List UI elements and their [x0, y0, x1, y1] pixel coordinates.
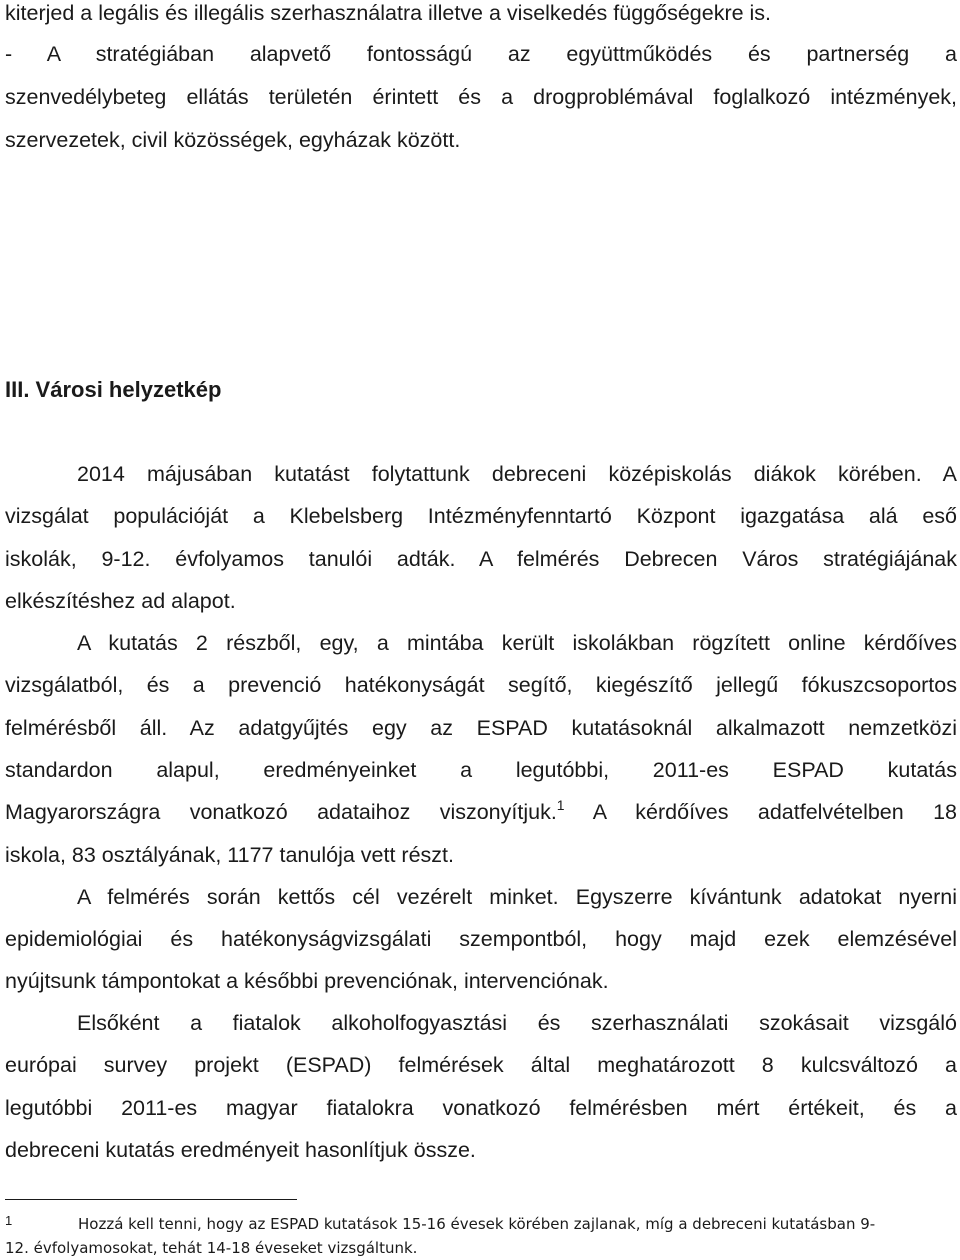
footnote-text-line: 12. évfolyamosokat, tehát 14-18 éveseket vizsgáltunk.: [5, 1239, 418, 1257]
text-line: iskolák, 9-12. évfolyamos tanulói adták. A felmérés Debrecen Város stratégiájának: [5, 547, 957, 571]
text-line: kiterjed a legális és illegális szerhasználatra illetve a viselkedés függőségekre is.: [5, 1, 772, 25]
section-heading: III. Városi helyzetkép: [5, 377, 222, 402]
text-line: debreceni kutatás eredményeit hasonlítjuk össze.: [5, 1138, 476, 1162]
text-line: iskola, 83 osztályának, 1177 tanulója vett részt.: [5, 843, 454, 867]
text-line: 2014 májusában kutatást folytattunk debreceni középiskolás diákok körében. A: [77, 462, 957, 486]
text-segment: Magyarországra vonatkozó adataihoz viszonyítjuk.: [5, 800, 557, 824]
footnote-reference: 1: [556, 797, 565, 813]
text-line: [5, 799, 957, 825]
text-line: standardon alapul, eredményeinket a legutóbbi, 2011-es ESPAD kutatás: [5, 758, 957, 782]
text-line: A kutatás 2 részből, egy, a mintába került iskolákban rögzített online kérdőíves: [77, 631, 957, 655]
text-line: A felmérés során kettős cél vezérelt minket. Egyszerre kívántunk adatokat nyerni: [77, 885, 957, 909]
text-line: epidemiológiai és hatékonyságvizsgálati szempontból, hogy majd ezek elemzésével: [5, 927, 957, 951]
text-line: Elsőként a fiatalok alkoholfogyasztási és szerhasználati szokásait vizsgáló: [77, 1011, 957, 1035]
text-line: elkészítéshez ad alapot.: [5, 589, 236, 613]
footnote-number: 1: [5, 1213, 13, 1228]
text-line: vizsgálat populációját a Klebelsberg Intézményfenntartó Központ igazgatása alá eső: [5, 504, 957, 528]
text-line: szenvedélybeteg ellátás területén érintett és a drogproblémával foglalkozó intézmények,: [5, 85, 957, 109]
text-line: vizsgálatból, és a prevenció hatékonyságát segítő, kiegészítő jellegű fókuszcsoportos: [5, 673, 957, 697]
text-line: - A stratégiában alapvető fontosságú az együttműködés és partnerség a: [5, 42, 957, 66]
text-line: felmérésből áll. Az adatgyűjtés egy az ESPAD kutatásoknál alkalmazott nemzetközi: [5, 716, 957, 740]
text-segment: A kérdőíves adatfelvételben 18: [564, 800, 958, 824]
text-line: legutóbbi 2011-es magyar fiatalokra vonatkozó felmérésben mért értékeit, és a: [5, 1096, 957, 1120]
footnote-text-line: Hozzá kell tenni, hogy az ESPAD kutatások 15-16 évesek körében zajlanak, míg a debreceni kutatásban 9-: [78, 1215, 876, 1233]
text-line: európai survey projekt (ESPAD) felmérések által meghatározott 8 kulcsváltozó a: [5, 1053, 957, 1077]
footnote-separator: [5, 1199, 297, 1200]
text-line: szervezetek, civil közösségek, egyházak között.: [5, 128, 461, 152]
text-line: nyújtsunk támpontokat a későbbi prevenciónak, intervenciónak.: [5, 969, 609, 993]
